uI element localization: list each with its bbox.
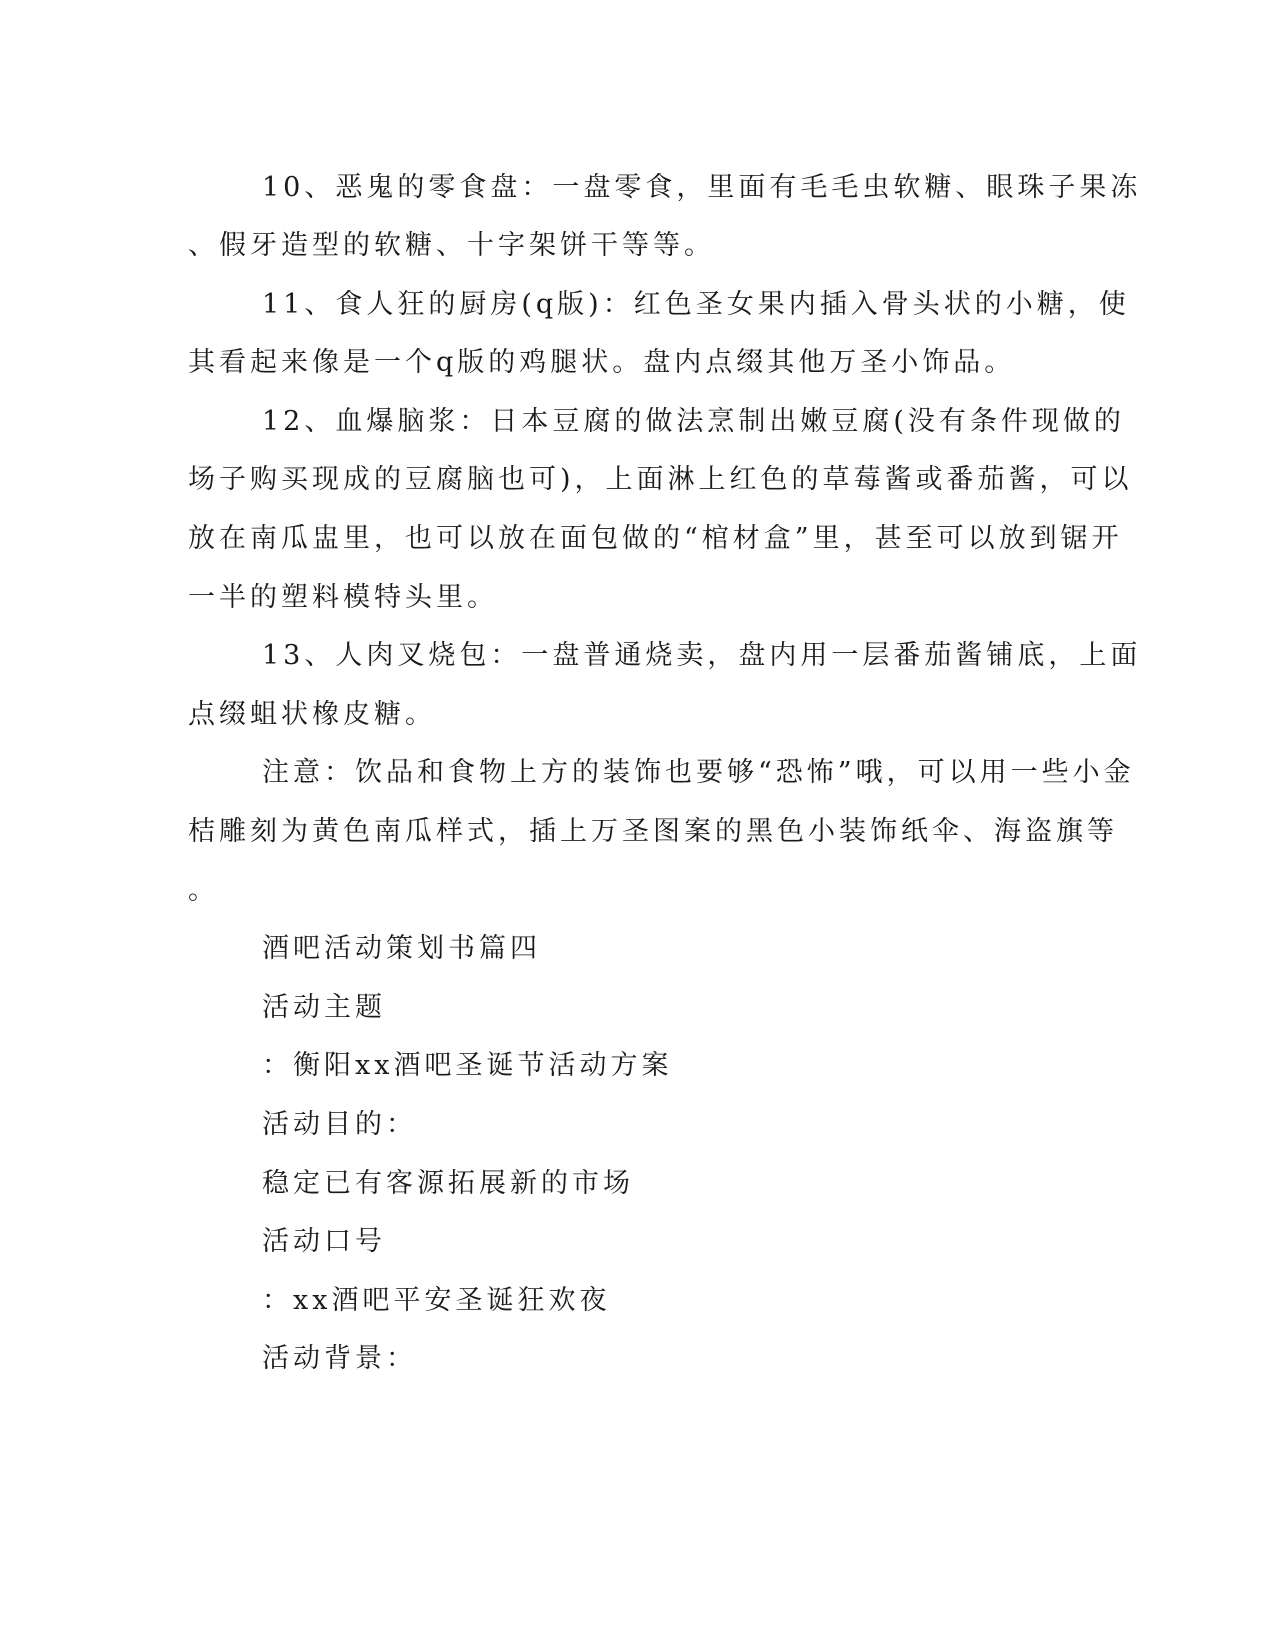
- paragraph-note-line-2: 桔雕刻为黄色南瓜样式，插上万圣图案的黑色小装饰纸伞、海盗旗等: [188, 816, 1118, 847]
- paragraph-item-12-line-3: 放在南瓜盅里，也可以放在面包做的“棺材盒”里，甚至可以放到锯开: [188, 523, 1123, 554]
- background-label: 活动背景：: [262, 1343, 417, 1374]
- paragraph-item-12-line-2: 场子购买现成的豆腐脑也可)，上面淋上红色的草莓酱或番茄酱，可以: [188, 464, 1133, 495]
- slogan-label: 活动口号: [262, 1226, 386, 1257]
- paragraph-item-11-line-2: 其看起来像是一个q版的鸡腿状。盘内点缀其他万圣小饰品。: [188, 347, 1016, 378]
- purpose-value: 稳定已有客源拓展新的市场: [262, 1168, 634, 1199]
- theme-label: 活动主题: [262, 992, 386, 1023]
- slogan-value: ：xx酒吧平安圣诞狂欢夜: [262, 1285, 611, 1316]
- paragraph-note-line-3: 。: [188, 875, 219, 906]
- paragraph-item-13-line-1: 13、人肉叉烧包：一盘普通烧卖，盘内用一层番茄酱铺底，上面: [262, 640, 1142, 671]
- section-heading: 酒吧活动策划书篇四: [262, 933, 541, 964]
- paragraph-item-12-line-4: 一半的塑料模特头里。: [188, 582, 498, 613]
- theme-value: ：衡阳xx酒吧圣诞节活动方案: [262, 1050, 673, 1081]
- purpose-label: 活动目的：: [262, 1109, 417, 1140]
- paragraph-item-11-line-1: 11、食人狂的厨房(q版)：红色圣女果内插入骨头状的小糖，使: [262, 289, 1130, 320]
- paragraph-note-line-1: 注意：饮品和食物上方的装饰也要够“恐怖”哦，可以用一些小金: [262, 757, 1135, 788]
- paragraph-item-13-line-2: 点缀蛆状橡皮糖。: [188, 699, 436, 730]
- paragraph-item-10-line-2: 、假牙造型的软糖、十字架饼干等等。: [188, 230, 715, 261]
- paragraph-item-10-line-1: 10、恶鬼的零食盘：一盘零食，里面有毛毛虫软糖、眼珠子果冻: [262, 172, 1142, 203]
- paragraph-item-12-line-1: 12、血爆脑浆：日本豆腐的做法烹制出嫩豆腐(没有条件现做的: [262, 406, 1125, 437]
